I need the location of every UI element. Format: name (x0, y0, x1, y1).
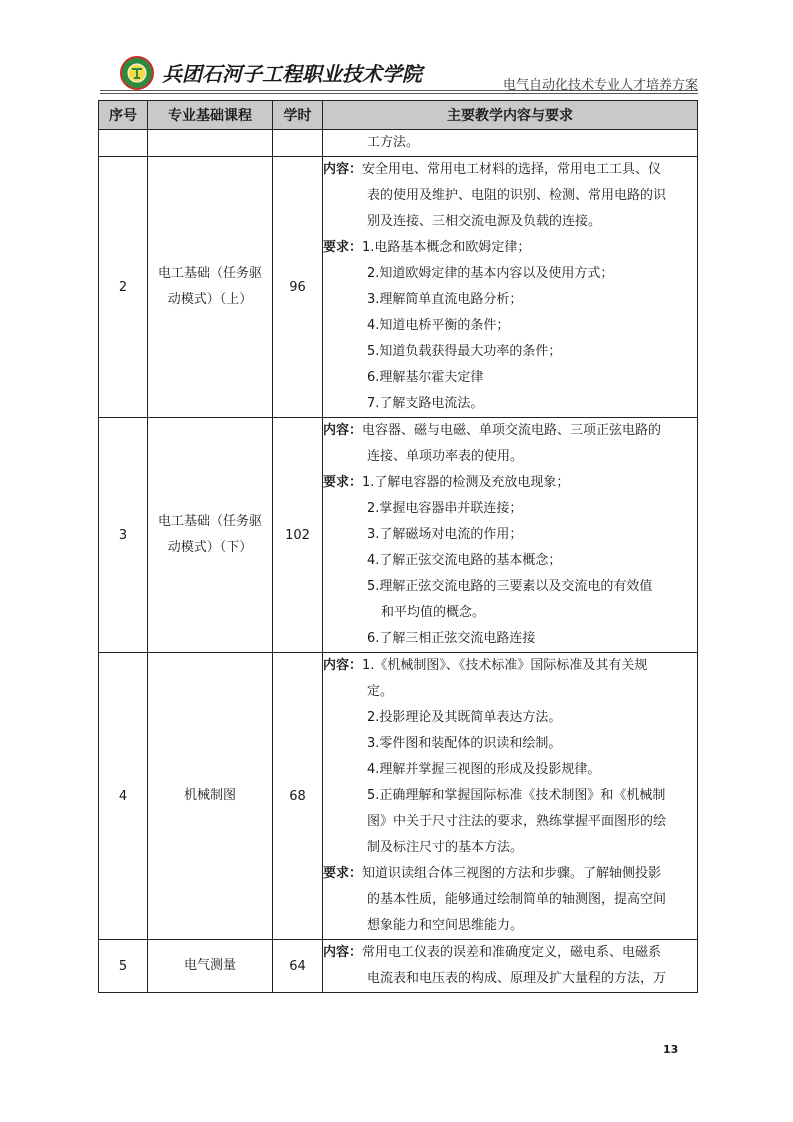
content-line: 1.《机械制图》、《技术标准》国际标准及其有关规 (362, 658, 648, 673)
content-line: 别及连接、三相交流电源及负载的连接。 (367, 214, 602, 229)
course-name-line: 电工基础（任务驱 (157, 514, 262, 529)
requirement-line: 1.了解电容器的检测及充放电现象； (362, 475, 570, 490)
content-label: 内容： (323, 658, 363, 673)
requirement-label: 要求： (323, 866, 363, 881)
requirement-label: 要求： (323, 240, 363, 255)
row-course: 机械制图 (148, 653, 273, 940)
page-number: 13 (663, 1043, 679, 1056)
requirement-line: 4.了解正弦交流电路的基本概念； (367, 553, 562, 568)
content-line: 工方法。 (367, 135, 420, 150)
requirement-line: 6.了解三相正弦交流电路连接 (367, 631, 536, 646)
row-content (323, 157, 698, 418)
logo-mark (126, 62, 148, 84)
row-content (323, 653, 698, 940)
requirement-line: 2.知道欧姆定律的基本内容以及使用方式； (367, 266, 614, 281)
course-table (98, 100, 698, 993)
header-divider (100, 90, 698, 91)
row-hours: 68 (273, 653, 323, 940)
row-course (148, 130, 273, 157)
requirement-line: 6.理解基尔霍夫定律 (367, 370, 484, 385)
content-line: 4.理解并掌握三视图的形成及投影规律。 (367, 762, 601, 777)
requirement-line: 7.了解支路电流法。 (367, 396, 484, 411)
requirement-line: 5.知道负载获得最大功率的条件； (367, 344, 562, 359)
row-course (148, 418, 273, 653)
course-name-line: 电工基础（任务驱 (157, 266, 262, 281)
requirement-line: 3.了解磁场对电流的作用； (367, 527, 523, 542)
content-line: 连接、单项功率表的使用。 (367, 449, 524, 464)
content-line: 电流表和电压表的构成、原理及扩大量程的方法，万 (367, 971, 667, 986)
requirement-line: 4.知道电桥平衡的条件； (367, 318, 510, 333)
requirement-line: 知道识读组合体三视图的方法和步骤。了解轴侧投影 (362, 866, 662, 881)
content-line: 5.正确理解和掌握国际标准《技术制图》和《机械制 (367, 788, 666, 803)
content-line: 2.投影理论及其既简单表达方法。 (367, 710, 562, 725)
requirement-line: 5.理解正弦交流电路的三要素以及交流电的有效值 (367, 579, 653, 594)
content-line: 制及标注尺寸的基本方法。 (367, 840, 524, 855)
requirement-line: 1.电路基本概念和欧姆定律； (362, 240, 531, 255)
document-title: 电气自动化技术专业人才培养方案 (502, 78, 698, 93)
requirement-label: 要求： (323, 475, 363, 490)
content-line: 定。 (367, 684, 394, 699)
content-line: 安全用电、常用电工材料的选择，常用电工工具、仪 (362, 162, 662, 177)
row-course: 电气测量 (148, 940, 273, 993)
school-logo-icon (120, 56, 154, 90)
content-line: 电容器、磁与电磁、单项交流电路、三项正弦电路的 (362, 423, 662, 438)
header-divider-secondary (100, 93, 698, 94)
header-hours: 学时 (273, 101, 323, 130)
table-row (99, 130, 698, 157)
table-row (99, 157, 698, 418)
row-index: 2 (99, 157, 148, 418)
page-header (100, 52, 698, 92)
content-line: 表的使用及维护、电阻的识别、检测、常用电路的识 (367, 188, 667, 203)
requirement-line: 想象能力和空间思维能力。 (367, 918, 524, 933)
school-name: 兵团石河子工程职业技术学院 (162, 62, 422, 86)
row-hours (273, 130, 323, 157)
content-line: 图》中关于尺寸注法的要求，熟练掌握平面图形的绘 (367, 814, 667, 829)
content-line: 常用电工仪表的误差和准确度定义，磁电系、电磁系 (362, 945, 662, 960)
table-row (99, 940, 698, 993)
row-hours: 102 (273, 418, 323, 653)
row-index: 5 (99, 940, 148, 993)
table-row (99, 418, 698, 653)
requirement-line: 的基本性质，能够通过绘制简单的轴测图，提高空间 (367, 892, 667, 907)
requirement-line: 3.理解简单直流电路分析； (367, 292, 523, 307)
row-content (323, 130, 698, 157)
content-label: 内容： (323, 945, 363, 960)
content-line: 3.零件图和装配体的识读和绘制。 (367, 736, 562, 751)
header-course: 专业基础课程 (148, 101, 273, 130)
content-label: 内容： (323, 423, 363, 438)
header-index: 序号 (99, 101, 148, 130)
row-hours: 96 (273, 157, 323, 418)
row-content (323, 418, 698, 653)
requirement-line: 和平均值的概念。 (381, 605, 486, 620)
row-hours: 64 (273, 940, 323, 993)
row-course (148, 157, 273, 418)
course-name-line: 动模式）（上） (167, 292, 253, 307)
requirement-line: 2.掌握电容器串并联连接； (367, 501, 523, 516)
course-name-line: 动模式）（下） (167, 540, 253, 555)
row-content (323, 940, 698, 993)
table-header-row (99, 101, 698, 130)
table-row (99, 653, 698, 940)
row-index: 3 (99, 418, 148, 653)
row-index (99, 130, 148, 157)
content-label: 内容： (323, 162, 363, 177)
row-index: 4 (99, 653, 148, 940)
header-content: 主要教学内容与要求 (323, 101, 698, 130)
